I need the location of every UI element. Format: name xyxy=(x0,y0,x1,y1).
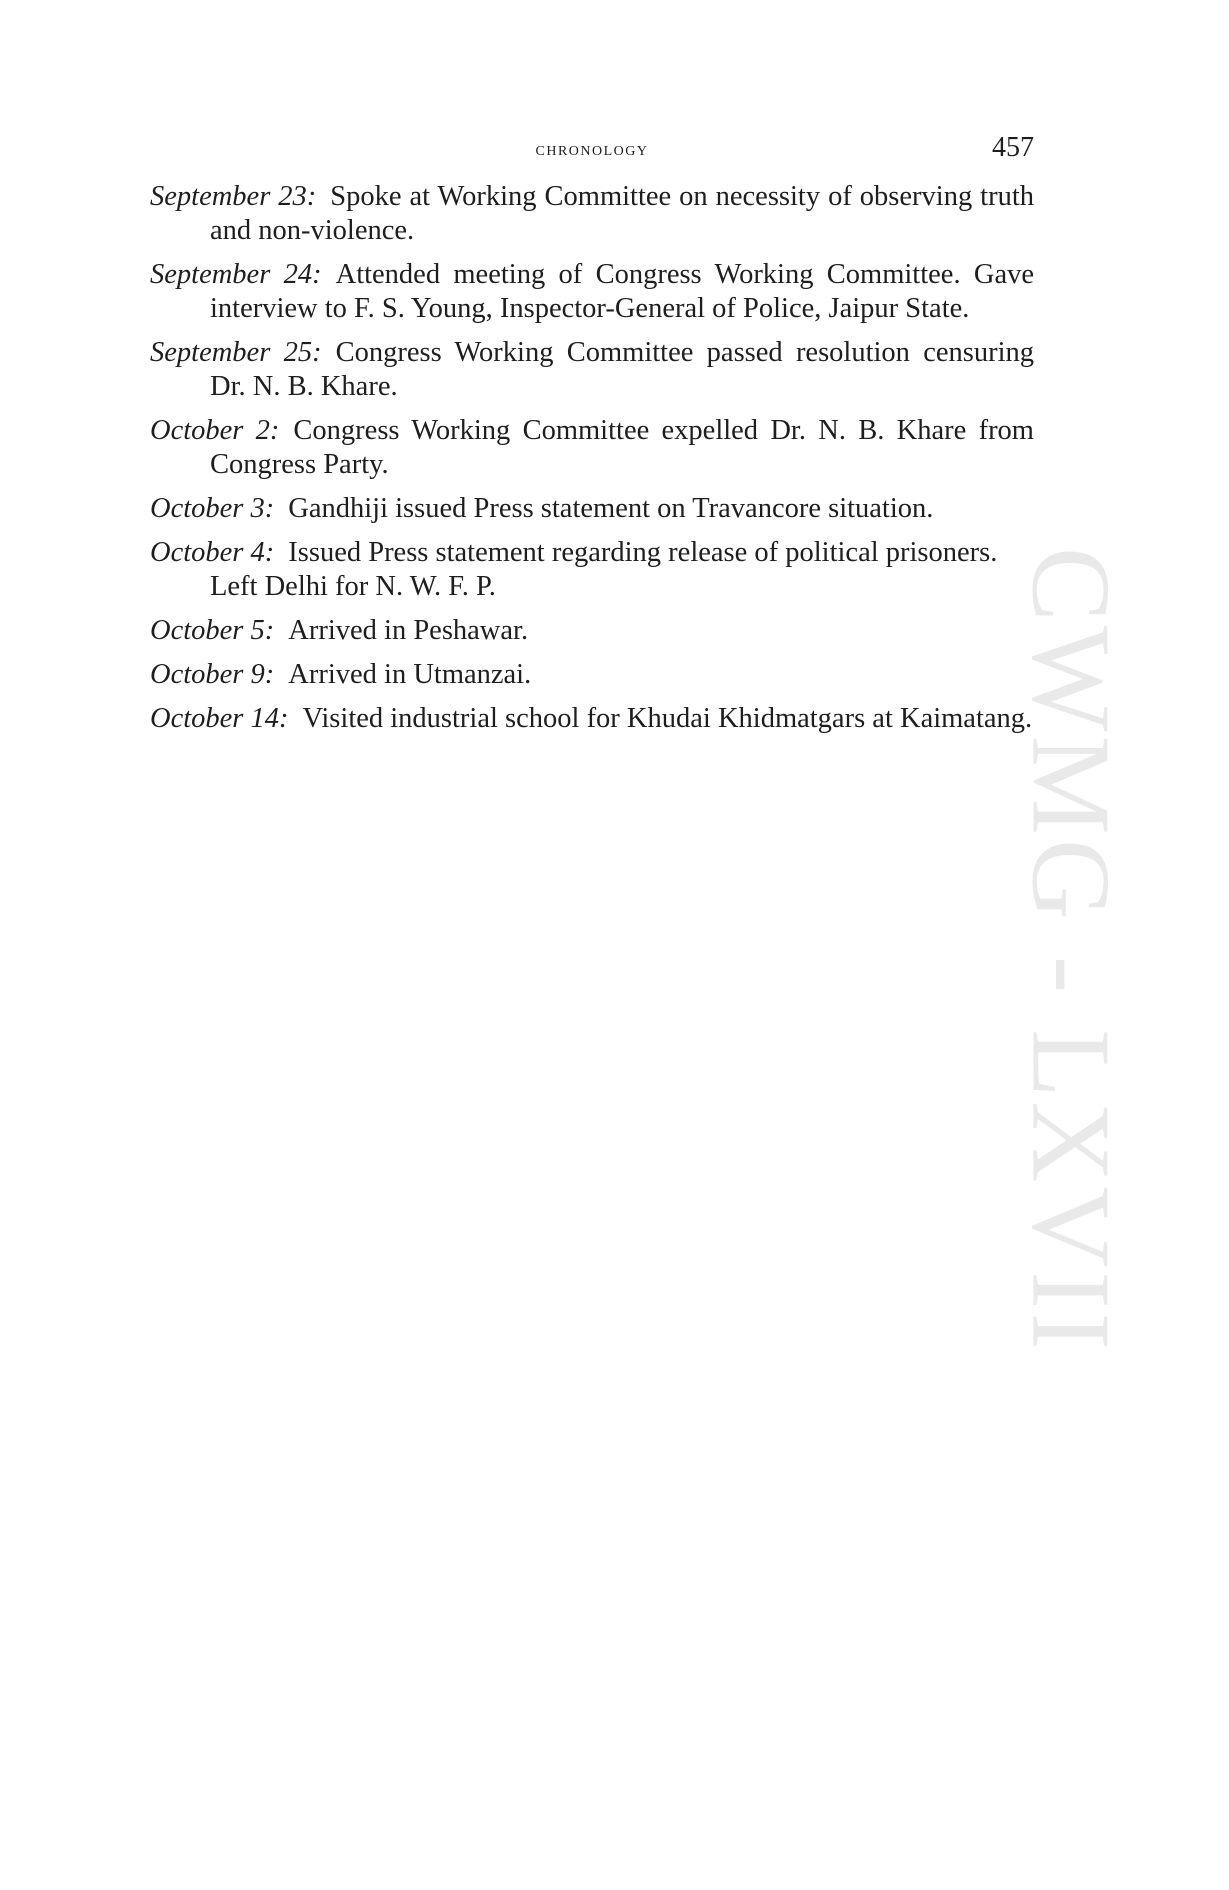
entry-date: September 24: xyxy=(150,259,322,290)
entry-text: Visited industrial school for Khudai Khidmatgars at Kaimatang. xyxy=(302,703,1033,734)
entry-text: Gandhiji issued Press statement on Travancore situation. xyxy=(288,493,934,524)
chronology-entries xyxy=(150,180,1034,746)
entry-text: Arrived in Peshawar. xyxy=(288,615,529,646)
running-title: chronology xyxy=(535,138,649,160)
entry-text: Arrived in Utmanzai. xyxy=(288,659,532,690)
entry-text: Issued Press statement regarding release of political prisoners. xyxy=(288,537,998,568)
running-head xyxy=(150,132,1034,172)
chronology-entry xyxy=(150,614,1034,648)
entry-text: Spoke at Working Committee on necessity of observing truth and non-violence. xyxy=(210,181,1034,246)
entry-text: Congress Working Committee expelled Dr. N. B. Khare from Congress Party. xyxy=(210,415,1034,480)
entry-date: October 14: xyxy=(150,703,289,734)
entry-text: Congress Working Committee passed resolution censuring Dr. N. B. Khare. xyxy=(210,337,1035,402)
chronology-entry xyxy=(150,536,1034,604)
chronology-entry xyxy=(150,414,1034,482)
chronology-entry xyxy=(150,492,1034,526)
watermark xyxy=(1008,430,1133,1470)
entry-date: October 2: xyxy=(150,415,280,446)
watermark-text: CWMG - LXVII xyxy=(1008,546,1133,1354)
entry-date: October 5: xyxy=(150,615,275,646)
chronology-entry xyxy=(150,258,1034,326)
entry-date: September 25: xyxy=(150,337,322,368)
chronology-entry xyxy=(150,336,1034,404)
page-number: 457 xyxy=(992,132,1034,163)
chronology-entry xyxy=(150,702,1034,736)
entry-text: Left Delhi for N. W. F. P. xyxy=(210,571,496,602)
entry-date: October 4: xyxy=(150,537,275,568)
entry-date: September 23: xyxy=(150,181,317,212)
chronology-entry xyxy=(150,658,1034,692)
entry-date: October 3: xyxy=(150,493,275,524)
entry-date: October 9: xyxy=(150,659,275,690)
chronology-entry xyxy=(150,180,1034,248)
entry-text: Attended meeting of Congress Working Committee. Gave interview to F. S. Young, Inspector-General of Police, Jaipur State. xyxy=(210,259,1035,324)
